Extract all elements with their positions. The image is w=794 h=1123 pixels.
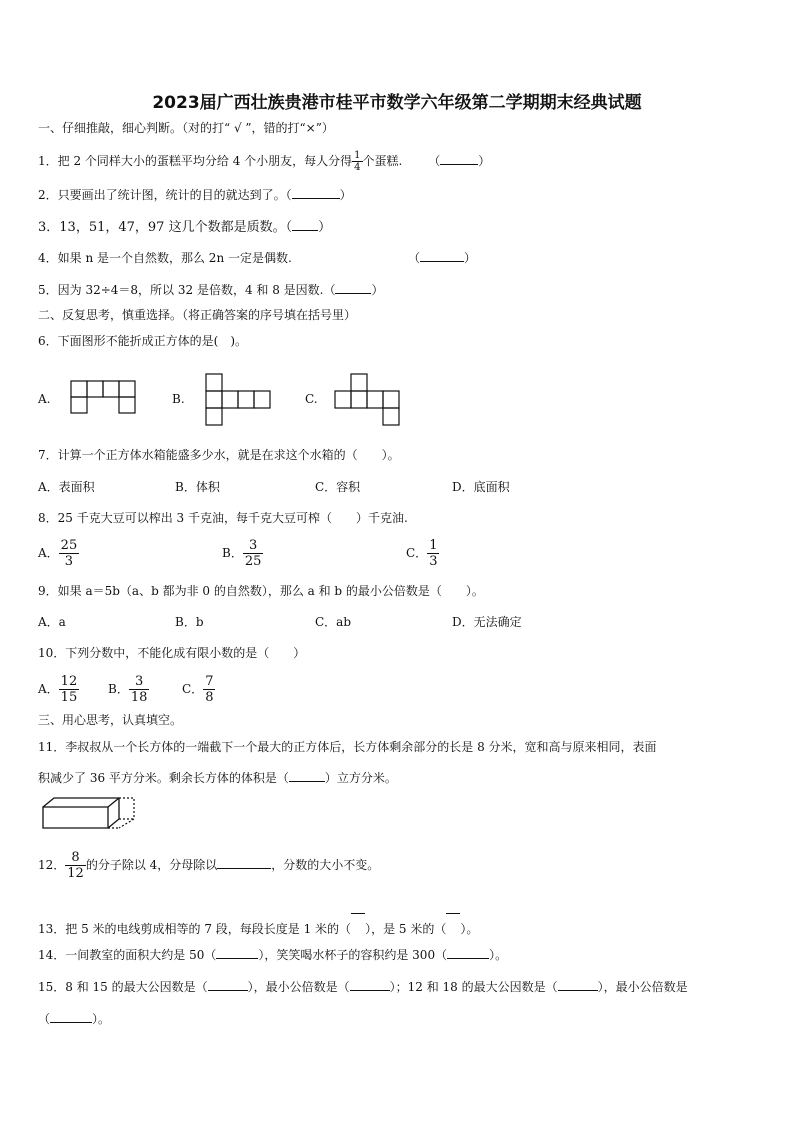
cube-net-a (70, 380, 140, 414)
question-11-line-2: 积减少了 36 平方分米。剩余长方体的体积是（ ）立方分米。 (38, 771, 397, 785)
answer-blank[interactable] (216, 947, 258, 959)
q7-option-b[interactable]: B．体积 (175, 480, 220, 494)
fraction-blank[interactable] (446, 913, 460, 915)
question-1-fraction: $\frac{1}{4}$ (354, 150, 361, 173)
answer-blank[interactable] (440, 153, 478, 165)
q8-option-a[interactable]: A． $\frac{25}{3}$ (38, 538, 78, 569)
question-6: 6．下面图形不能折成正方体的是( )。 (38, 334, 247, 348)
answer-blank[interactable] (420, 250, 464, 262)
fraction: $\frac{3}{18}$ (130, 674, 148, 705)
section-2-heading: 二、反复思考，慎重选择。（将正确答案的序号填在括号里） (38, 308, 357, 322)
question-2: 2．只要画出了统计图，统计的目的就达到了。（ ） (38, 188, 352, 202)
question-9: 9．如果 a＝5b（a、b 都为非 0 的自然数），那么 a 和 b 的最小公倍数是（ ）。 (38, 584, 484, 598)
q10-option-c[interactable]: C． $\frac{7}{8}$ (182, 674, 214, 705)
question-1: 1．把 2 个同样大小的蛋糕平均分给 4 个小朋友，每人分得 $\frac{1}{4}$ 个蛋糕. （ ） (38, 150, 491, 173)
q7-option-c[interactable]: C．容积 (315, 480, 361, 494)
fraction: $\frac{12}{15}$ (60, 674, 78, 705)
answer-blank[interactable] (217, 857, 271, 869)
cube-net-c (334, 373, 406, 425)
question-10: 10．下列分数中，不能化成有限小数的是（ ） (38, 646, 306, 660)
q8-option-c[interactable]: C． $\frac{1}{3}$ (406, 538, 438, 569)
cube-net-b (205, 373, 275, 425)
question-4: 4．如果 n 是一个自然数，那么 2n 一定是偶数. （ ） (38, 251, 477, 265)
question-12: 12． $\frac{8}{12}$ 的分子除以 4，分母除以 ，分数的大小不变。 (38, 850, 380, 881)
fraction-blank[interactable] (351, 913, 365, 915)
question-5: 5．因为 32÷4＝8，所以 32 是倍数，4 和 8 是因数.（ ） (38, 283, 384, 297)
q9-option-d[interactable]: D．无法确定 (452, 615, 522, 629)
option-c-label: C. (305, 392, 318, 406)
q9-option-b[interactable]: B．b (175, 615, 204, 629)
question-7: 7．计算一个正方体水箱能盛多少水，就是在求这个水箱的（ ）。 (38, 448, 400, 462)
answer-blank[interactable] (50, 1011, 92, 1023)
q10-option-b[interactable]: B． $\frac{3}{18}$ (108, 674, 148, 705)
fraction: $\frac{8}{12}$ (67, 850, 84, 881)
q9-option-c[interactable]: C．ab (315, 615, 352, 629)
q7-option-a[interactable]: A．表面积 (38, 480, 95, 494)
fraction: $\frac{3}{25}$ (244, 538, 262, 569)
question-14: 14．一间教室的面积大约是 50（ ），笑笑喝水杯子的容积约是 300（ ）。 (38, 948, 508, 962)
answer-blank[interactable] (292, 187, 340, 199)
question-13: 13．把 5 米的电线剪成相等的 7 段，每段长度是 1 米的（ ），是 5 米的（ ）。 (38, 921, 478, 937)
q10-option-a[interactable]: A． $\frac{12}{15}$ (38, 674, 78, 705)
question-3: 3．13，51，47，97 这几个数都是质数。（ ） (38, 220, 332, 235)
option-b-label: B. (172, 392, 185, 406)
answer-blank[interactable] (208, 979, 248, 991)
fraction: $\frac{1}{3}$ (429, 538, 438, 569)
question-8: 8．25 千克大豆可以榨出 3 千克油，每千克大豆可榨（ ）千克油. (38, 511, 408, 525)
answer-blank[interactable] (292, 219, 318, 231)
fraction: $\frac{25}{3}$ (60, 538, 78, 569)
answer-blank[interactable] (335, 282, 371, 294)
question-11-line-1: 11．李叔叔从一个长方体的一端截下一个最大的正方体后，长方体剩余部分的长是 8 分米，宽和高与原来相同，表面 (38, 740, 657, 754)
answer-blank[interactable] (289, 770, 325, 782)
answer-blank[interactable] (447, 947, 489, 959)
question-15-line-1: 15．8 和 15 的最大公因数是（ ），最小公倍数是（ ）；12 和 18 的最大公因数是（ ），最小公倍数是 (38, 980, 688, 994)
q9-option-a[interactable]: A．a (38, 615, 66, 629)
page-title: 2023届广西壮族贵港市桂平市数学六年级第二学期期末经典试题 (152, 93, 642, 113)
answer-blank[interactable] (350, 979, 390, 991)
section-3-heading: 三、用心思考，认真填空。 (38, 713, 183, 727)
question-1-text: 1．把 2 个同样大小的蛋糕平均分给 4 个小朋友，每人分得 (38, 154, 353, 168)
option-a-label: A. (38, 392, 51, 406)
cuboid-figure (42, 797, 142, 831)
q7-option-d[interactable]: D．底面积 (452, 480, 510, 494)
answer-blank[interactable] (558, 979, 598, 991)
section-1-heading: 一、仔细推敲，细心判断。（对的打“ √ ”，错的打“×”） (38, 121, 334, 135)
q8-option-b[interactable]: B． $\frac{3}{25}$ (222, 538, 262, 569)
fraction: $\frac{7}{8}$ (205, 674, 214, 705)
question-15-line-2: （ ）。 (38, 1012, 111, 1026)
